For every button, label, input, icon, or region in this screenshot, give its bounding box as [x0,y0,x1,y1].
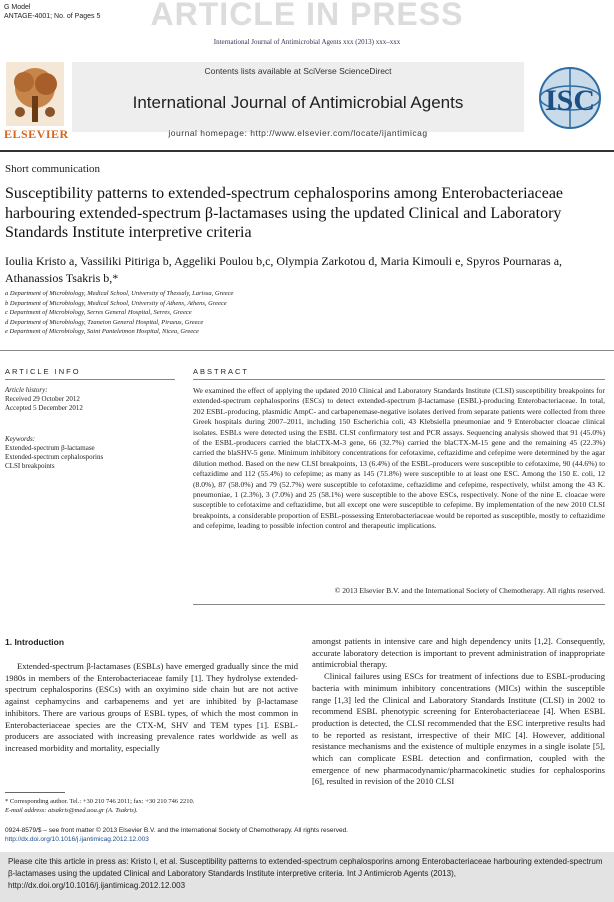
header-divider [0,150,614,152]
keywords-label: Keywords: [5,435,36,443]
abstract-heading: ABSTRACT [193,367,250,376]
gmodel-label [4,3,100,21]
section-divider [0,350,614,351]
keyword: Extended-spectrum cephalosporins [5,453,104,461]
issn-block [5,826,505,844]
citation-text[interactable]: Please cite this article in press as: Kristo I, et al. Susceptibility patterns to extended-spectrum cephalosporins among Enterobacteriaceae harbouring extended-spectrum β-lactamases using the updated Clinical and Laboratory Standards Institute interpretive criteria. Int J Antimicrob Agents (2013), http://dx.doi.org/10.1016/j.ijantimicag.2012.12.003 [8,857,603,890]
info-rule [5,379,175,380]
intro-paragraph: Clinical failures using ESCs for treatment of infections due to ESBL-producing bacteria with minimum inhibitory concentrations (MICs) within the susceptible range [1,3] led the Clinical and Laboratory Standards Institute (CLSI) in 2002 to recommend ESBL phenotypic screening for Enterobacteriaceae [4]. When ESBL production is detected, the CLSI recommended that the ESC interpretive results had to be reported as resistant, irrespective of their MIC [4]. However, additional resistance mechanisms and the existence of multiple enzymes in a single isolate [5], which can complicate ESBL detection and confirmation, coupled with the emergence of new pharmacodynamic/pharmacokinetic studies for cephalosporins [6], resulted in revision of the 2010 CLSI [312,671,605,787]
intro-column-2 [312,636,605,788]
article-info [5,386,175,471]
abstract-rule [193,379,605,380]
keyword: Extended-spectrum β-lactamase [5,444,95,452]
intro-column-1 [5,661,298,755]
article-info-heading: ARTICLE INFO [5,367,81,376]
isc-logo-text: ISC [544,84,596,117]
affiliation-b: b Department of Microbiology, Medical School, University of Athens, Athens, Greece [5,299,227,307]
received-date: Received 29 October 2012 [5,395,80,403]
affiliation-a: a Department of Microbiology, Medical School, University of Thessaly, Larissa, Greece [5,290,234,297]
affiliation-e: e Department of Microbiology, Saint Panteleimon Hospital, Nicea, Greece [5,328,199,335]
isc-society-logo [530,62,610,140]
accepted-date: Accepted 5 December 2012 [5,404,83,412]
abstract-end-rule [193,604,605,605]
doi-link[interactable]: http://dx.doi.org/10.1016/j.ijantimicag.2012.12.003 [5,836,149,843]
article-code: ANTAGE-4001; No. of Pages 5 [4,13,101,20]
contents-line[interactable]: Contents lists available at SciVerse ScienceDirect [204,66,392,76]
affiliations [5,289,605,337]
corresponding-author: * Corresponding author. Tel.: +30 210 746 2011; fax: +30 210 746 2210. [5,798,195,805]
intro-paragraph: amongst patients in intensive care and high dependency units [1,2]. Consequently, accurate laboratory detection is important to prevent administration of inappropriate antimicrobial therapy. [312,636,605,670]
journal-title: International Journal of Antimicrobial Agents [132,93,464,112]
email-address[interactable]: E-mail address: atsakris@med.uoa.gr (A. Tsakris). [5,807,138,814]
affiliation-c: c Department of Microbiology, Serres General Hospital, Serres, Greece [5,309,192,316]
keyword: CLSI breakpoints [5,462,55,470]
article-title: Susceptibility patterns to extended-spectrum cephalosporins among Enterobacteriaceae harbouring extended-spectrum β-lactamases using the updated Clinical and Laboratory Standards Institute interpretive criteria [5,185,564,241]
intro-heading: 1. Introduction [5,637,65,647]
intro-paragraph: Extended-spectrum β-lactamases (ESBLs) have emerged gradually since the mid 1980s in members of the Enterobacteriaceae family [1]. They hydrolyse extended-spectrum cephalosporins (ESCs) with an oxyimino side chain but are not active against cephamycins and carbapenems and yet are inhibited by β-lactamase inhibitors. There are various groups of ESBL types, of which the most common in Enterobacteriaceae species are the CTX-M, SHV and TEM types [1]. ESBL-producers are associated with increasing prevalence rates worldwide as well as increased morbidity and mortality, especially [5,661,298,753]
footnote-rule [5,792,65,793]
article-in-press-banner: ARTICLE IN PRESS [150,0,464,32]
history-label: Article history: [5,386,48,394]
author-list: Ioulia Kristo a, Vassiliki Pitiriga b, Aggeliki Poulou b,c, Olympia Zarkotou d, Maria Kimouli e, Spyros Pournaras a, Athanassios Tsakris b,* [5,254,563,285]
affiliation-d: d Department of Microbiology, Tzaneion General Hospital, Piraeus, Greece [5,318,204,326]
issn-line: 0924-8579/$ – see front matter © 2013 Elsevier B.V. and the International Society of Chemotherapy. All rights reserved. [5,827,348,834]
copyright-line: © 2013 Elsevier B.V. and the International Society of Chemotherapy. All rights reserved. [334,586,605,595]
journal-homepage[interactable]: journal homepage: http://www.elsevier.com/locate/ijantimicag [168,128,428,138]
article-type: Short communication [5,163,101,175]
elsevier-wordmark: ELSEVIER [4,127,69,141]
journal-reference: International Journal of Antimicrobial Agents xxx (2013) xxx–xxx [213,38,401,46]
corresponding-footnote [5,797,298,815]
abstract-text: We examined the effect of applying the updated 2010 Clinical and Laboratory Standards Institute (CLSI) susceptibility breakpoints for extended-spectrum cephalosporins (ESCs) to detect extended-spectrum β-lactamase (ESBL)-producing Enterobacteriaceae. In total, 202 ESBL-producing, plasmidic AmpC- and carbapenemase-negative isolates derived from separate patients were collected from three Greek hospitals during 2007–2011, including 150 Escherichia coli, 43 Klebsiella pneumoniae and 9 Enterobacter cloacae clinical isolates. ESBLs were detected using the ESBL CLSI confirmatory test and PCR assays. Sequencing analysis showed that 91 (45.0%) of the ESBL-producers carried the blaCTX-M-3 gene, 66 (32.7%) carried the blaCTX-M-15 gene and the remaining 45 (22.3%) carried the blaSHV-5 gene. Minimum inhibitory concentrations for cefotaxime, ceftazidime and cefepime were determined by the agar dilution method. Based on the new CLSI breakpoints, 13 (6.4%) of the ESBL-producers were susceptible to cefotaxime, 90 (44.6%) to ceftazidime and 112 (55.4%) to cefepime; as many as 145 (71.8%) were susceptible to at least one ESC. Among the 150 E. coli, 12 (8.0%), 87 (58.0%) and 79 (52.7%) were susceptible to cefotaxime, ceftazidime and cefepime, respectively, whilst among the 43 K. pneumoniae, 1 (2.3%), 3 (7.0%) and 25 (58.1%) were susceptible to the above ESCs, respectively. None of the nine E. cloacae were susceptible to cefotaxime and ceftazidime, but all except one were susceptible to cefepime. By implementation of the new 2010 CLSI breakpoints, a considerable proportion of ESBL-possessing Enterobacteriaceae would be reported as susceptible, mostly to ceftazidime and cefepime, leading to possible infection control and therapeutic implications. [193,386,605,531]
gmodel-text: G Model [4,4,31,11]
